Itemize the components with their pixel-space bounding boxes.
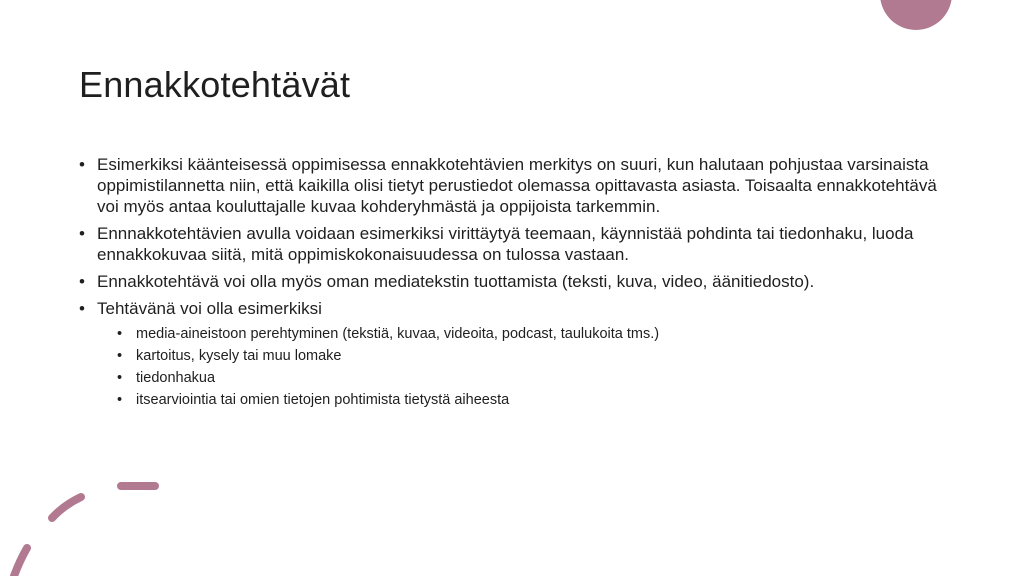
sub-list-item [97, 389, 958, 411]
list-item [78, 298, 958, 411]
list-item [78, 154, 958, 217]
bullet-icon: • [79, 155, 85, 174]
list-item [78, 271, 958, 292]
list-item-text: Esimerkiksi käänteisessä oppimisessa ennakkotehtävien merkitys on suuri, kun halutaan pohjustaa varsinaista oppimistilannetta niin, että kaikilla olisi tietyt perustiedot olemassa opittavasta asiasta. Toisaalta ennakkotehtävä voi myös antaa kouluttajalle kuvaa kohderyhmästä ja oppijoista tarkemmin. [97, 155, 937, 216]
sub-list-item-text: tiedonhakua [136, 370, 216, 386]
list-item-text: Ennnakkotehtävien avulla voidaan esimerkiksi virittäytyä teemaan, käynnistää pohdinta tai tiedonhaku, luoda ennakkokuvaa siitä, mitä oppimiskokonaisuudessa on tulossa vastaan. [97, 224, 914, 264]
sub-list-item [97, 367, 958, 389]
page-title: Ennakkotehtävät [79, 64, 351, 105]
bullet-icon: • [117, 326, 123, 342]
sub-list-item-text: kartoitus, kysely tai muu lomake [136, 348, 342, 364]
bullet-icon: • [117, 392, 123, 408]
sub-list-item-text: itsearviointia tai omien tietojen pohtimista tietystä aiheesta [136, 392, 510, 408]
bullet-icon: • [79, 272, 85, 291]
bullet-icon: • [79, 299, 85, 318]
bullet-icon: • [79, 224, 85, 243]
arc-dash-3 [14, 548, 27, 576]
sub-list-item [97, 345, 958, 367]
list-item-text: Tehtävänä voi olla esimerkiksi [97, 299, 322, 318]
sub-bullet-list [97, 323, 958, 411]
list-item [78, 223, 958, 265]
arc-dash-2 [52, 497, 81, 518]
slide-content [78, 154, 958, 417]
bullet-icon: • [117, 370, 123, 386]
sub-list-item-text: media-aineistoon perehtyminen (tekstiä, kuvaa, videoita, podcast, taulukoita tms.) [136, 326, 660, 342]
bullet-icon: • [117, 348, 123, 364]
sub-list-item [97, 323, 958, 345]
bullet-list [78, 154, 958, 411]
list-item-text: Ennakkotehtävä voi olla myös oman mediatekstin tuottamista (teksti, kuva, video, äänitiedosto). [97, 272, 815, 291]
